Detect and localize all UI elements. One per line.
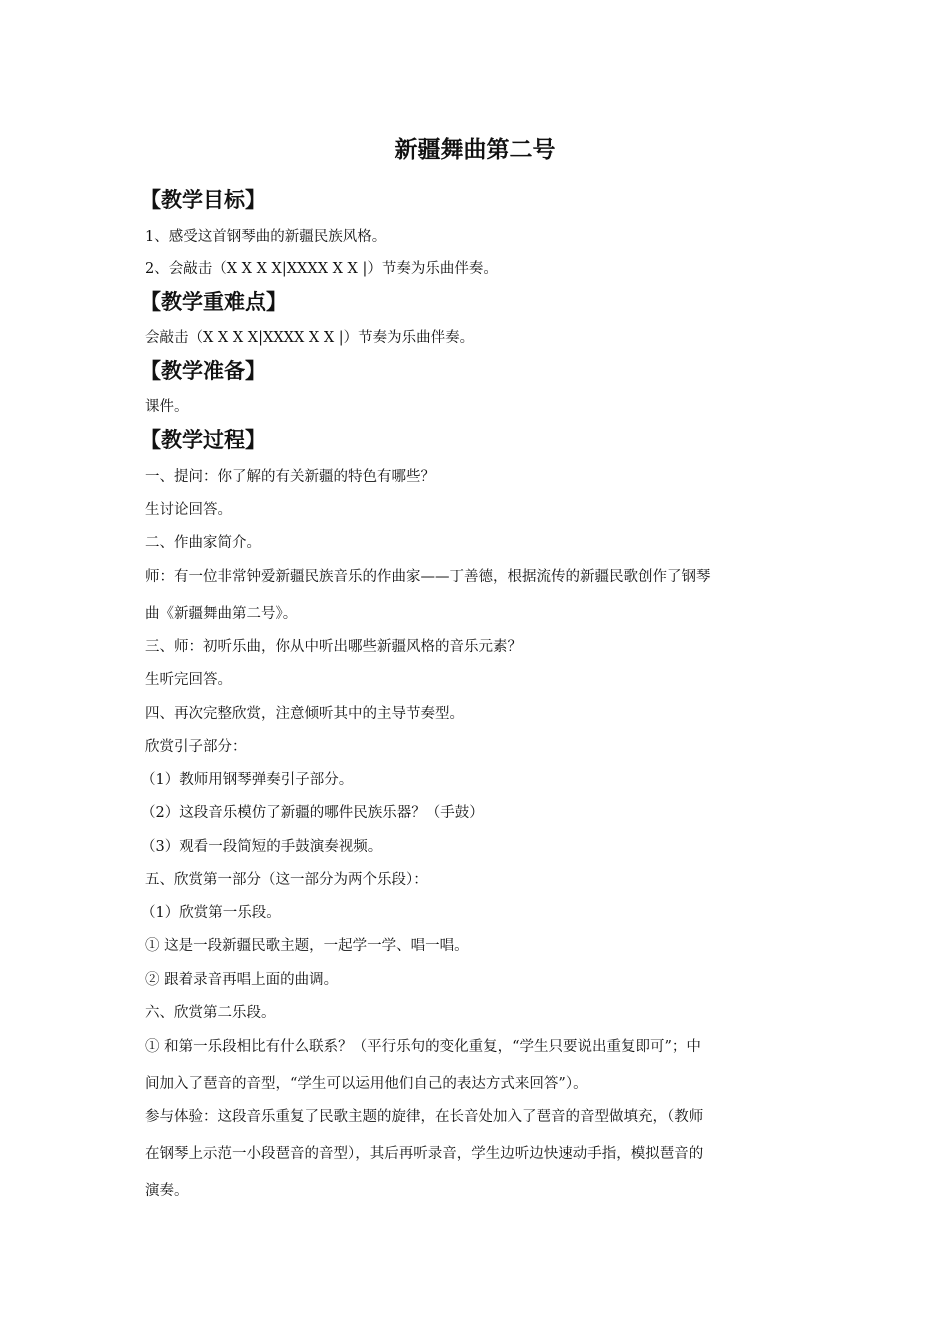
process-line: （2）这段音乐模仿了新疆的哪件民族乐器？（手鼓） <box>141 805 484 821</box>
process-line: ① 这是一段新疆民歌主题，一起学一学、唱一唱。 <box>145 938 469 954</box>
process-line: 间加入了琶音的音型，“学生可以运用他们自己的表达方式来回答”）。 <box>145 1076 588 1092</box>
heading-key-points: 【教学重难点】 <box>140 289 287 314</box>
process-line: 参与体验：这段音乐重复了民歌主题的旋律，在长音处加入了琶音的音型做填充，（教师 <box>145 1109 704 1125</box>
process-line: ② 跟着录音再唱上面的曲调。 <box>145 972 339 988</box>
heading-process: 【教学过程】 <box>140 427 266 452</box>
process-line: 三、师：初听乐曲，你从中听出哪些新疆风格的音乐元素？ <box>145 639 522 655</box>
process-line: 欣赏引子部分： <box>145 739 247 755</box>
process-line: 一、提问：你了解的有关新疆的特色有哪些？ <box>145 469 435 485</box>
process-line: 六、欣赏第二乐段。 <box>145 1005 276 1021</box>
process-line: （3）观看一段简短的手鼓演奏视频。 <box>141 839 383 855</box>
objectives-line-1: 1、感受这首钢琴曲的新疆民族风格。 <box>145 229 387 245</box>
process-line: 在钢琴上示范一小段琶音的音型），其后再听录音，学生边听边快速动手指，模拟琶音的 <box>145 1146 704 1162</box>
process-line: 四、再次完整欣赏，注意倾听其中的主导节奏型。 <box>145 706 464 722</box>
process-line: 演奏。 <box>145 1183 189 1199</box>
process-line: ① 和第一乐段相比有什么联系？（平行乐句的变化重复，“学生只要说出重复即可”；中 <box>145 1039 701 1055</box>
process-line: 生听完回答。 <box>145 672 232 688</box>
process-line: 二、作曲家简介。 <box>145 535 261 551</box>
heading-objectives: 【教学目标】 <box>140 187 266 212</box>
process-line: 曲《新疆舞曲第二号》。 <box>145 606 298 622</box>
process-line: 生讨论回答。 <box>145 502 232 518</box>
preparation-line-1: 课件。 <box>145 399 189 415</box>
process-line: 五、欣赏第一部分（这一部分为两个乐段）： <box>145 872 428 888</box>
objectives-line-2: 2、会敲击（X X X X|XXXX X X |）节奏为乐曲伴奏。 <box>145 261 498 277</box>
process-line: （1）教师用钢琴弹奏引子部分。 <box>141 772 354 788</box>
key-points-line-1: 会敲击（X X X X|XXXX X X |）节奏为乐曲伴奏。 <box>145 330 475 346</box>
process-line: （1）欣赏第一乐段。 <box>141 905 281 921</box>
process-line: 师：有一位非常钟爱新疆民族音乐的作曲家——丁善德，根据流传的新疆民歌创作了钢琴 <box>145 569 711 585</box>
document-title: 新疆舞曲第二号 <box>394 136 556 163</box>
heading-preparation: 【教学准备】 <box>140 358 266 383</box>
